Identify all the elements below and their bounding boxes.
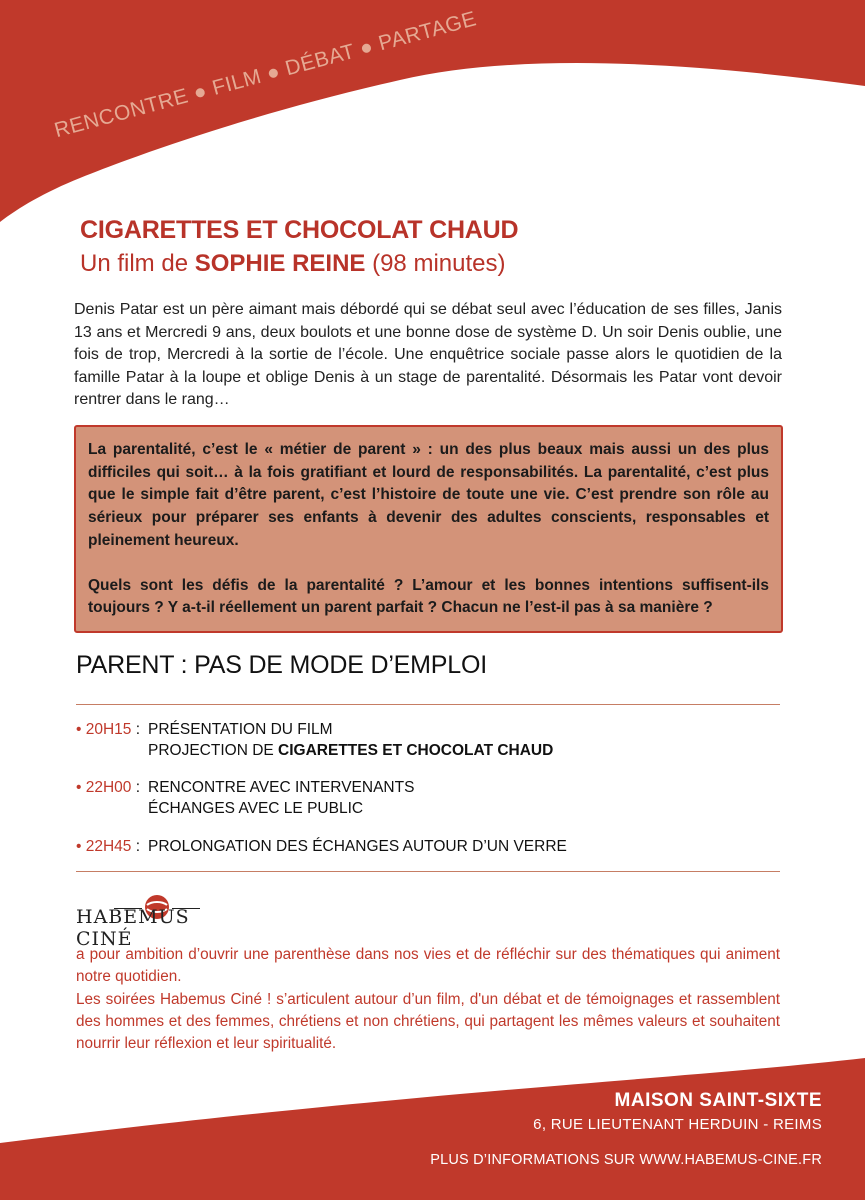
schedule-sep: : bbox=[131, 838, 141, 855]
divider-top bbox=[76, 704, 780, 705]
schedule-item-1 bbox=[76, 719, 554, 759]
schedule-sep: : bbox=[131, 721, 141, 738]
about-paragraph-1: a pour ambition d’ouvrir une parenthèse dans nos vies et de réfléchir sur des thématiques qui animent notre quotidien. bbox=[76, 946, 780, 986]
film-duration: (98 minutes) bbox=[365, 250, 506, 277]
schedule-line: PRÉSENTATION DU FILM bbox=[148, 721, 333, 738]
section-title: PARENT : PAS DE MODE D’EMPLOI bbox=[76, 651, 487, 679]
subtitle-prefix: Un film de bbox=[80, 250, 195, 277]
schedule-time: 22H00 bbox=[85, 779, 132, 796]
synopsis: Denis Patar est un père aimant mais débordé qui se débat seul avec l’éducation de ses filles, Janis 13 ans et Mercredi 9 ans, deux boulots et une bonne dose de système D. Un soir Denis oublie, une fois de trop, Mercredi à la sortie de l’école. Une enquêtrice sociale passe alors le quotidien de la famille Patar à la loupe et oblige Denis à un stage de parentalité. Désormais les Patar vont devoir rentrer dans le rang… bbox=[74, 301, 782, 408]
habemus-cine-logo bbox=[76, 894, 244, 950]
schedule-time: 20H15 bbox=[85, 721, 132, 738]
schedule-line: ÉCHANGES AVEC LE PUBLIC bbox=[148, 800, 364, 817]
logo-text: HABEMUS CINÉ bbox=[76, 906, 190, 950]
film-title: CIGARETTES ET CHOCOLAT CHAUD bbox=[80, 216, 519, 244]
film-subtitle bbox=[80, 250, 505, 278]
tagline: RENCONTRE ● FILM ● DÉBAT ● PARTAGE bbox=[52, 7, 479, 143]
callout-paragraph-1: La parentalité, c’est le « métier de parent » : un des plus beaux mais aussi un des plus difficiles qui soit… à la fois gratifiant et lourd de responsabilités. La parentalité, c’est plus que le simple fait d’être parent, c’est l’histoire de toute une vie. C’est prendre son rôle au sérieux pour préparer ses enfants à devenir des adultes conscients, responsables et pleinement heureux. bbox=[88, 441, 769, 549]
about-habemus bbox=[76, 944, 780, 1055]
more-info-link[interactable]: PLUS D’INFORMATIONS SUR WWW.HABEMUS-CINE.FR bbox=[430, 1152, 822, 1168]
schedule-item-3 bbox=[76, 836, 567, 857]
about-paragraph-2: Les soirées Habemus Ciné ! s’articulent autour d’un film, d'un débat et de témoignages et rassemblent des hommes et des femmes, chrétiens et non chrétiens, qui partagent les mêmes valeurs et souhaitent nourrir leur réflexion et leur spiritualité. bbox=[76, 990, 780, 1053]
schedule-line-prefix: PROJECTION DE bbox=[148, 742, 279, 759]
schedule-line: PROLONGATION DES ÉCHANGES AUTOUR D’UN VERRE bbox=[148, 838, 567, 855]
schedule-sep: : bbox=[131, 779, 141, 796]
bullet: • bbox=[76, 838, 86, 855]
bullet: • bbox=[76, 721, 86, 738]
film-title-bold: CIGARETTES ET CHOCOLAT CHAUD bbox=[278, 742, 554, 759]
divider-bottom bbox=[76, 871, 780, 872]
parenting-callout-box bbox=[74, 425, 783, 633]
venue-name: MAISON SAINT-SIXTE bbox=[614, 1090, 822, 1111]
schedule-item-2 bbox=[76, 777, 415, 817]
callout-paragraph-2: Quels sont les défis de la parentalité ? L’amour et les bonnes intentions suffisent-ils toujours ? Y a-t-il réellement un parent parfait ? Chacun ne l’est-il pas à sa manière ? bbox=[88, 576, 769, 617]
schedule-line bbox=[148, 740, 553, 761]
director-name: SOPHIE REINE bbox=[194, 250, 366, 277]
schedule-time: 22H45 bbox=[85, 838, 132, 855]
bullet: • bbox=[76, 779, 86, 796]
venue-address: 6, RUE LIEUTENANT HERDUIN - REIMS bbox=[533, 1116, 822, 1133]
schedule-line: RENCONTRE AVEC INTERVENANTS bbox=[148, 779, 415, 796]
